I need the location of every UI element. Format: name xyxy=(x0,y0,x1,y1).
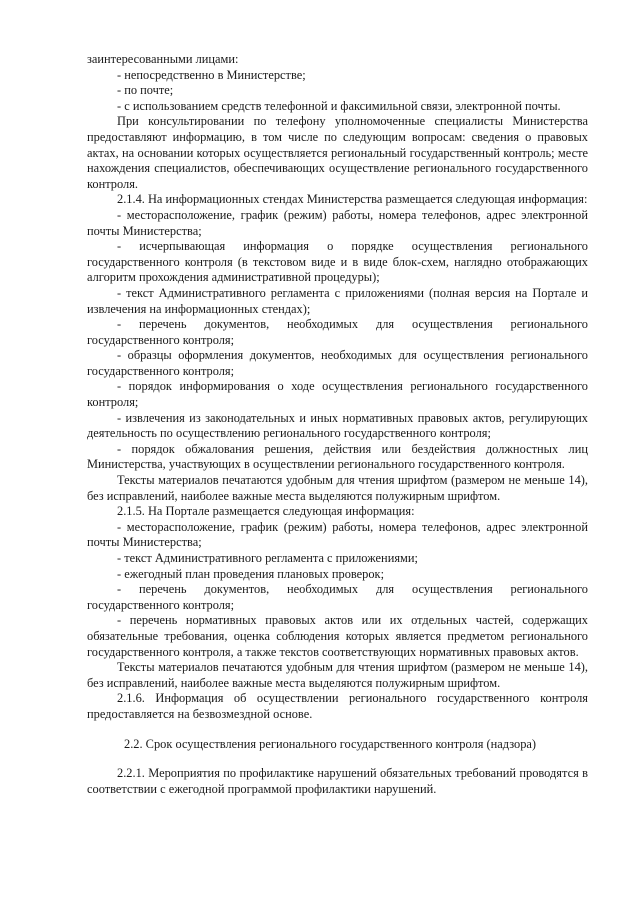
list-item: - перечень нормативных правовых актов или их отдельных частей, содержащих обязательные требования, оценка соблюдения которых является предметом регионального государственного контроля, а также текстов соответствующих нормативных правовых актов. xyxy=(87,613,588,659)
document-body xyxy=(87,52,588,797)
list-item: - порядок информирования о ходе осуществления регионального государственного контроля; xyxy=(87,379,588,410)
paragraph: Тексты материалов печатаются удобным для чтения шрифтом (размером не меньше 14), без исправлений, наиболее важные места выделяются полужирным шрифтом. xyxy=(87,473,588,503)
list-item: - извлечения из законодательных и иных нормативных правовых актов, регулирующих деятельность по осуществлению регионального государственного контроля; xyxy=(87,410,588,441)
list-item: - текст Административного регламента с приложениями (полная версия на Портале и извлечения на информационных стендах); xyxy=(87,285,588,316)
section-paragraph: 2.2.1. Мероприятия по профилактике нарушений обязательных требований проводятся в соответствии с ежегодной программой профилактики нарушений. xyxy=(87,766,588,796)
section-heading: 2.2. Срок осуществления регионального государственного контроля (надзора) xyxy=(124,736,537,751)
list-item: - перечень документов, необходимых для осуществления регионального государственного контроля; xyxy=(87,582,588,612)
list-item: - исчерпывающая информация о порядке осуществления регионального государственного контроля (в текстовом виде и в виде блок-схем, наглядно отображающих алгоритм прохождения административной процедуры); xyxy=(87,239,588,285)
paragraph: При консультировании по телефону уполномоченные специалисты Министерства предоставляют информацию, в том числе по следующим вопросам: сведения о правовых актах, на основании которых осуществляется региональный государственный контроль; месте нахождения специалистов, обеспечивающих осуществление регионального государственного контроля. xyxy=(87,114,588,191)
list-item: - текст Административного регламента с приложениями; xyxy=(117,551,418,565)
section-paragraph: 2.1.4. На информационных стендах Министерства размещается следующая информация: xyxy=(117,192,588,207)
list-item: - порядок обжалования решения, действия или бездействия должностных лиц Министерства, участвующих в осуществлении регионального государственного контроля. xyxy=(87,441,588,472)
list-item: - непосредственно в Министерстве; xyxy=(117,67,306,82)
list-item: - с использованием средств телефонной и факсимильной связи, электронной почты. xyxy=(117,98,561,113)
list-item: - месторасположение, график (режим) работы, номера телефонов, адрес электронной почты Министерства; xyxy=(87,207,588,238)
list-item: - ежегодный план проведения плановых проверок; xyxy=(117,566,385,581)
list-item: - перечень документов, необходимых для осуществления регионального государственного контроля; xyxy=(87,317,588,347)
paragraph: Тексты материалов печатаются удобным для чтения шрифтом (размером не меньше 14), без исправлений, наиболее важные места выделяются полужирным шрифтом. xyxy=(87,660,588,690)
section-paragraph: 2.1.6. Информация об осуществлении регионального государственного контроля предоставляется на безвозмездной основе. xyxy=(87,691,588,721)
list-item: - образцы оформления документов, необходимых для осуществления регионального государственного контроля; xyxy=(87,348,588,378)
paragraph: заинтересованными лицами: xyxy=(87,52,239,66)
list-item: - по почте; xyxy=(117,83,174,98)
section-paragraph: 2.1.5. На Портале размещается следующая информация: xyxy=(117,504,415,519)
list-item: - месторасположение, график (режим) работы, номера телефонов, адрес электронной почты Министерства; xyxy=(87,519,588,550)
